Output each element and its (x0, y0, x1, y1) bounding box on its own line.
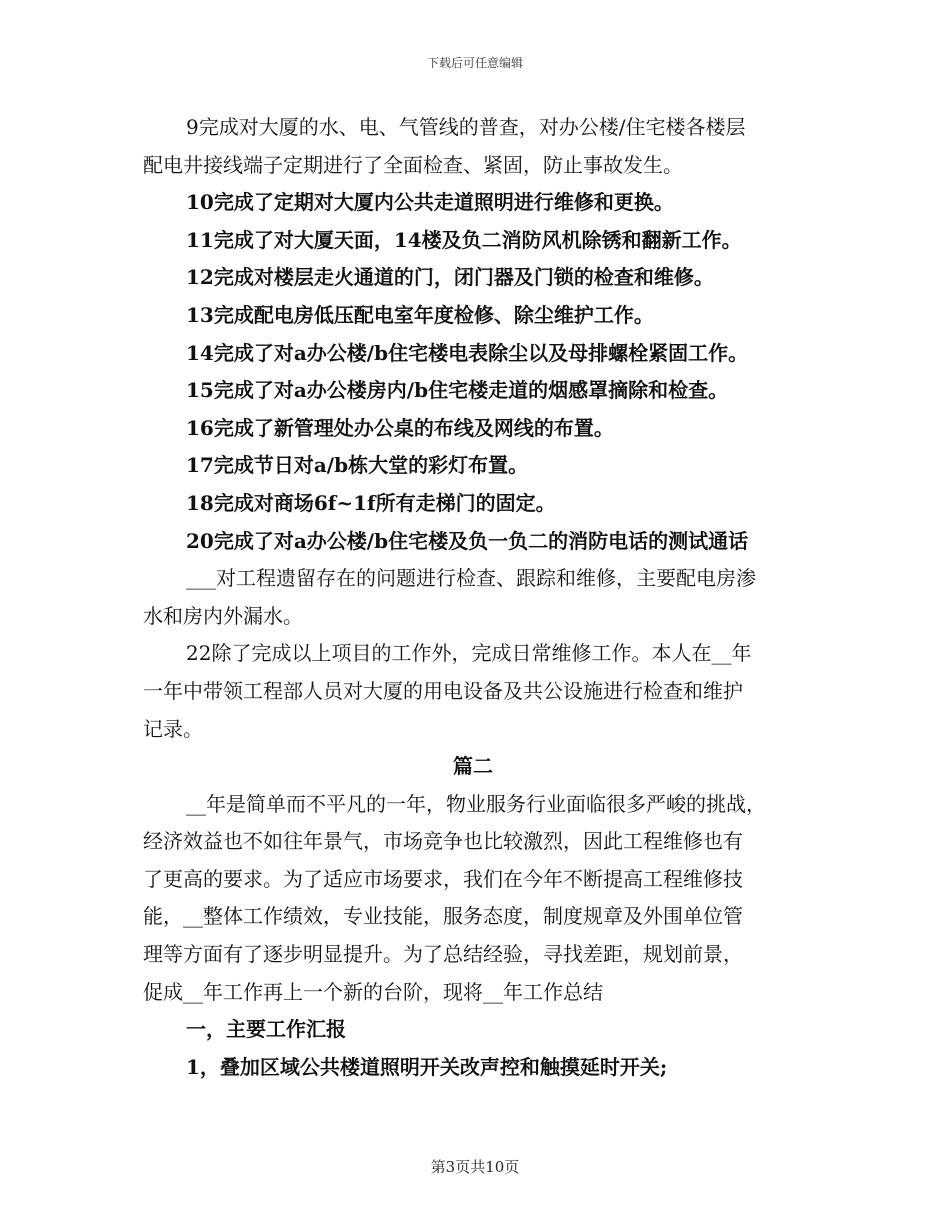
text-line: 14完成了对a办公楼/b住宅楼电表除尘以及母排螺栓紧固工作。 (186, 340, 749, 365)
section-heading: 篇二 (453, 754, 493, 779)
text-line: 能，__整体工作绩效，专业技能，服务态度，制度规章及外围单位管 (143, 904, 743, 929)
document-body (143, 109, 803, 1086)
text-line: 水和房内外漏水。 (143, 603, 303, 628)
text-line: 促成__年工作再上一个新的台阶，现将__年工作总结 (143, 979, 603, 1004)
page-footer: 第3页共10页 (430, 1158, 520, 1176)
text-line: 了更高的要求。为了适应市场要求，我们在今年不断提高工程维修技 (143, 866, 743, 891)
text-line: 11完成了对大厦天面，14楼及负二消防风机除锈和翻新工作。 (186, 227, 742, 252)
subheading: 一，主要工作汇报 (186, 1017, 346, 1042)
text-line: 15完成了对a办公楼房内/b住宅楼走道的烟感罩摘除和检查。 (186, 378, 729, 403)
text-line: 理等方面有了逐步明显提升。为了总结经验，寻找差距，规划前景， (143, 942, 743, 967)
text-line: 经济效益也不如往年景气，市场竞争也比较激烈，因此工程维修也有 (143, 829, 743, 854)
text-line: 12完成对楼层走火通道的门，闭门器及门锁的检查和维修。 (186, 265, 714, 290)
text-line: 20完成了对a办公楼/b住宅楼及负一负二的消防电话的测试通话 (186, 528, 749, 553)
text-line: 16完成了新管理处办公桌的布线及网线的布置。 (186, 415, 614, 440)
text-line: 13完成配电房低压配电室年度检修、除尘维护工作。 (186, 302, 654, 327)
text-line: 配电井接线端子定期进行了全面检查、紧固，防止事故发生。 (143, 152, 683, 177)
text-line: 记录。 (143, 716, 203, 741)
text-line: ___对工程遗留存在的问题进行检查、跟踪和维修，主要配电房渗 (186, 566, 756, 591)
page-header: 下载后可任意编辑 (426, 56, 523, 70)
text-line: 18完成对商场6f~1f所有走梯门的固定。 (186, 490, 556, 515)
text-line: 17完成节日对a/b栋大堂的彩灯布置。 (186, 453, 529, 478)
text-line: 1，叠加区域公共楼道照明开关改声控和触摸延时开关; (186, 1054, 668, 1079)
text-line: 10完成了定期对大厦内公共走道照明进行维修和更换。 (186, 190, 674, 215)
text-line: 9完成对大厦的水、电、气管线的普查，对办公楼/住宅楼各楼层 (186, 115, 746, 139)
text-line: 一年中带领工程部人员对大厦的用电设备及共公设施进行检查和维护 (143, 678, 743, 703)
text-line: 22除了完成以上项目的工作外，完成日常维修工作。本人在__年 (186, 641, 752, 666)
text-line: __年是简单而不平凡的一年，物业服务行业面临很多严峻的挑战， (186, 791, 766, 816)
